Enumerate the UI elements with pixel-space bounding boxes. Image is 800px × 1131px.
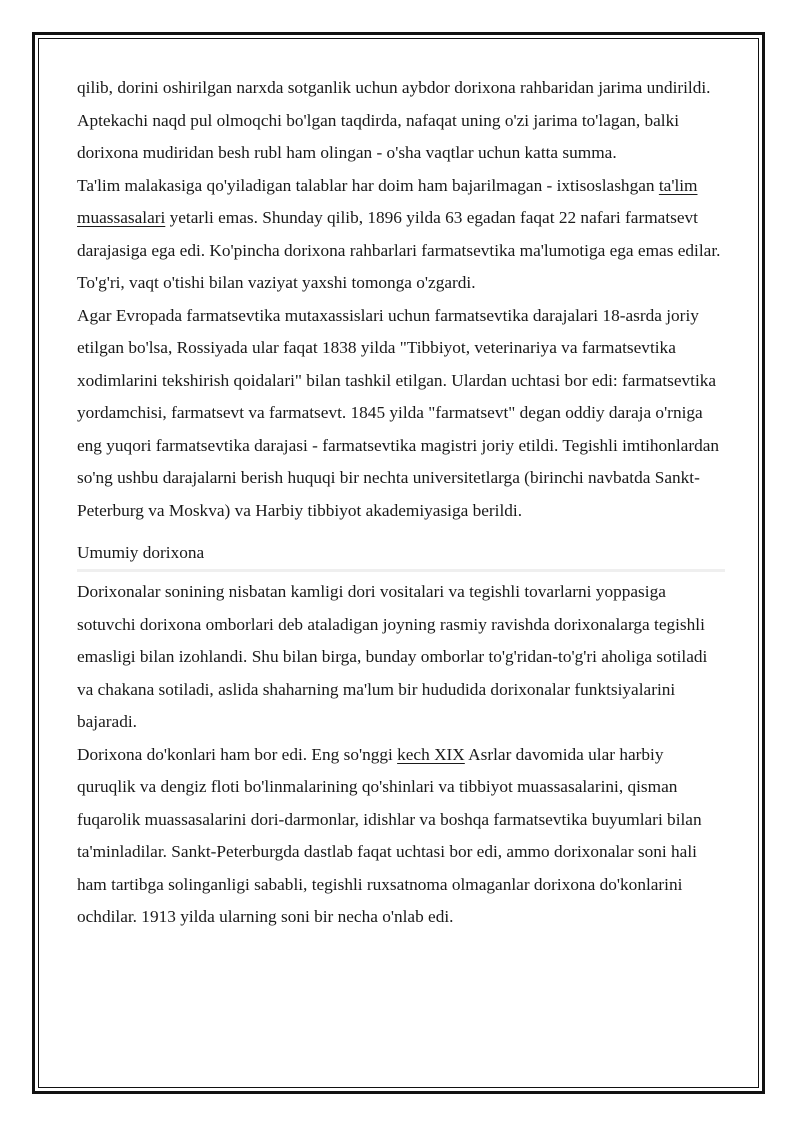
paragraph-education-text-end: yetarli emas. Shunday qilib, 1896 yilda 63 egadan faqat 22 nafari farmatsevt darajasiga ega edi. Ko'pincha dorixona rahbarlari farmatsevtika ma'lumotiga ega emas edilar. To'g'ri, vaqt o'tishi bilan vaziyat yaxshi tomonga o'zgardi. <box>77 208 721 292</box>
spacer <box>77 527 725 533</box>
paragraph-education-text-start: Ta'lim malakasiga qo'yiladigan talablar har doim ham bajarilmagan - ixtisoslashgan <box>77 175 659 195</box>
paragraph-warehouses: Dorixonalar sonining nisbatan kamligi dori vositalari va tegishli tovarlarni yoppasiga sotuvchi dorixona omborlari deb ataladigan joyning rasmiy ravishda dorixonalarga tegishli emasligi bilan izohlandi. Shu bilan birga, bunday omborlar to'g'ridan-to'g'ri aholiga sotiladi va chakana sotiladi, aslida shaharning ma'lum bir hududida dorixonalar funktsiyalarini bajaradi. <box>77 582 708 731</box>
paragraph-shops-text-start: Dorixona do'konlari ham bor edi. Eng so'nggi <box>77 744 398 764</box>
section-heading: Umumiy dorixona <box>77 537 725 572</box>
paragraph-education <box>77 170 725 300</box>
paragraph-shops-text-end: Asrlar davomida ular harbiy quruqlik va dengiz floti bo'linmalarining qo'shinlari va tibbiyot muassasalarini, qisman fuqarolik muassasalarini dori-darmonlar, idishlar va boshqa farmatsevtika buyumlari bilan ta'minladilar. Sankt-Peterburgda dastlab faqat uchtasi bor edi, ammo dorixonalar soni hali ham tartibga solinganligi sababli, tegishli ruxsatnoma olmaganlar dorixona do'konlarini ochdilar. 1913 yilda ularning soni bir necha o'nlab edi. <box>77 744 702 926</box>
link-kech-xix[interactable]: kech XIX <box>397 744 465 764</box>
document-body <box>77 72 725 934</box>
paragraph-pharmacy-degrees: Agar Evropada farmatsevtika mutaxassislari uchun farmatsevtika darajalari 18-asrda joriy etilgan bo'lsa, Rossiyada ular faqat 1838 yilda "Tibbiyot, veterinariya va farmatsevtika xodimlarini tekshirish qoidalari" bilan tashkil etilgan. Ulardan uchtasi bor edi: farmatsevtika yordamchisi, farmatsevt va farmatsevt. 1845 yilda "farmatsevt" degan oddiy daraja o'rniga eng yuqori farmatsevtika darajasi - farmatsevtika magistri joriy etildi. Tegishli imtihonlardan so'ng ushbu darajalarni berish huquqi bir nechta universitetlarga (birinchi navbatda Sankt-Peterburg va Moskva) va Harbiy tibbiyot akademiyasiga berildi. <box>77 305 720 520</box>
link-talim-muassasalari[interactable]: ta'lim muassasalari <box>77 175 698 227</box>
paragraph-fines: qilib, dorini oshirilgan narxda sotganlik uchun aybdor dorixona rahbaridan jarima undirildi. Aptekachi naqd pul olmoqchi bo'lgan taqdirda, nafaqat uning o'zi jarima to'lagan, balki dorixona mudiridan besh rubl ham olingan - o'sha vaqtlar uchun katta summa. <box>77 78 711 162</box>
paragraph-pharmacy-shops <box>77 739 725 934</box>
